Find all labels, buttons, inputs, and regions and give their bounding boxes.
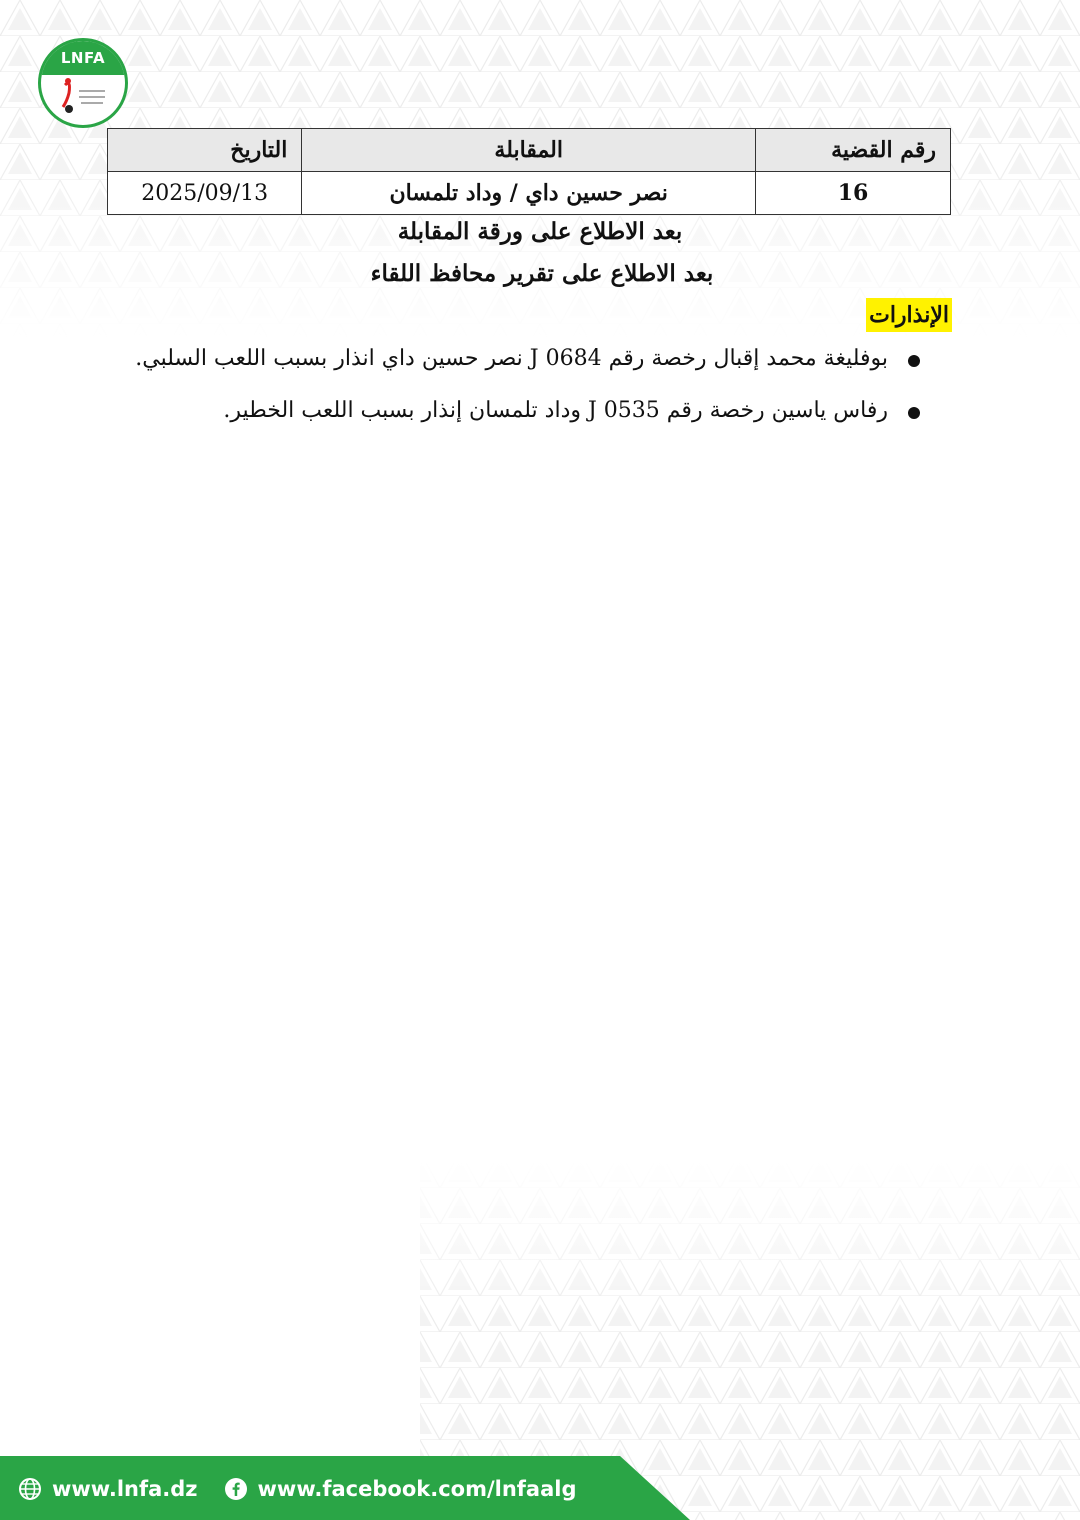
facebook-link[interactable]: www.facebook.com/lnfaalg [257,1477,577,1501]
statement-match-sheet: بعد الاطلاع على ورقة المقابلة [397,218,683,245]
footer-content [18,1472,576,1506]
lnfa-logo [38,38,128,128]
header-match: المقابلة [302,129,756,172]
warnings-title: الإنذارات [866,298,952,332]
warnings-list [135,344,920,448]
header-date: التاريخ [108,129,302,172]
warning-text: رفاس ياسين رخصة رقم J 0535 وداد تلمسان إنذار بسبب اللعب الخطير. [223,398,888,423]
header-case-number: رقم القضية [756,129,951,172]
warning-text: بوفليغة محمد إقبال رخصة رقم J 0684 نصر حسين داي انذار بسبب اللعب السلبي. [135,346,888,371]
logo-text: LNFA [41,41,125,75]
website-link[interactable]: www.lnfa.dz [52,1477,198,1501]
table-header-row [108,129,951,172]
table-row [108,172,951,215]
bullet-icon [908,407,920,419]
list-item [135,344,920,374]
bullet-icon [908,355,920,367]
list-item [135,396,920,426]
match-value: نصر حسين داي / وداد تلمسان [302,172,756,215]
case-table [107,128,951,215]
date-value: 2025/09/13 [108,172,302,215]
logo-emblem-icon [41,41,125,125]
case-number-value: 16 [756,172,951,215]
statement-commissioner-report: بعد الاطلاع على تقرير محافظ اللقاء [370,260,714,287]
facebook-icon[interactable] [224,1477,248,1501]
globe-icon [18,1477,42,1501]
